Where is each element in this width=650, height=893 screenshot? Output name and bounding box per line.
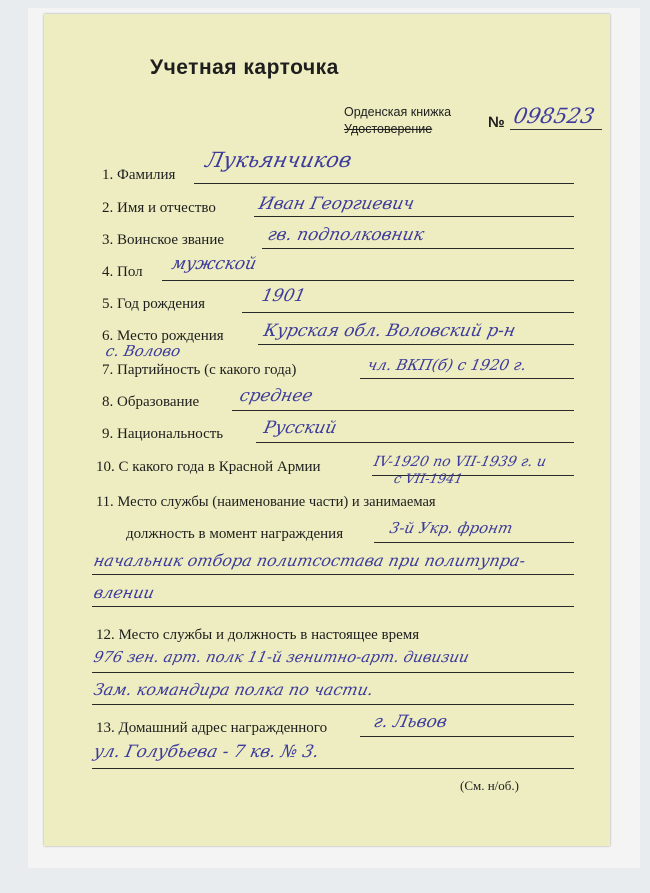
field-line <box>242 312 574 313</box>
field-line <box>92 704 574 705</box>
field-value-home-address-2: ул. Голубьева - 7 кв. № 3. <box>91 742 321 762</box>
field-label-sex: 4. Пол <box>102 264 143 280</box>
field-value-birthplace-village: с. Волово <box>104 342 183 360</box>
field-value-birthplace: Курская обл. Воловский р-н <box>261 321 518 341</box>
field-line <box>92 606 574 607</box>
field-value-service-at-award: 3-й Укр. фронт <box>388 519 515 537</box>
field-line <box>254 216 574 217</box>
field-label-home-address: 13. Домашний адрес награжденного <box>96 720 328 736</box>
field-line <box>232 410 574 411</box>
field-line <box>92 672 574 673</box>
field-label-rank: 3. Воинское звание <box>102 232 225 248</box>
field-line <box>360 378 574 379</box>
field-value-home-address: г. Львов <box>371 712 450 732</box>
footer-note: (См. н/об.) <box>460 778 519 793</box>
field-label-army-since: 10. С какого года в Красной Армии <box>96 459 321 475</box>
field-value-army-since-2: с VII-1941 <box>392 472 465 487</box>
field-value-name: Иван Георгиевич <box>256 194 417 214</box>
field-line <box>92 768 574 769</box>
field-line <box>92 574 574 575</box>
field-value-current-service: 976 зен. арт. полк 11-й зенитно-арт. дивизии <box>92 648 471 666</box>
field-line <box>374 542 574 543</box>
field-line <box>262 248 574 249</box>
field-value-education: среднее <box>237 386 315 406</box>
field-value-nationality: Русский <box>261 418 339 438</box>
field-line <box>360 736 574 737</box>
doc-type-order-book: Орденская книжка <box>344 105 452 119</box>
document-type <box>344 104 451 138</box>
field-label-education: 8. Образование <box>102 394 200 410</box>
field-value-sex: мужской <box>169 254 259 274</box>
field-value-service-at-award-2: начальник отбора политсостава при политупра- <box>91 551 528 570</box>
field-value-current-service-2: Зам. командира полка по части. <box>91 680 376 699</box>
field-label-surname: 1. Фамилия <box>102 167 176 183</box>
field-value-rank: гв. подполковник <box>265 225 426 245</box>
field-line <box>258 344 574 345</box>
field-value-service-at-award-3: влении <box>91 583 157 602</box>
field-value-birth-year: 1901 <box>259 286 308 306</box>
field-label-service-at-award-b: должность в момент награждения <box>126 526 344 542</box>
field-label-nationality: 9. Национальность <box>102 426 224 442</box>
field-label-birth-year: 5. Год рождения <box>102 296 206 312</box>
field-label-party: 7. Партийность (с какого года) <box>102 362 297 378</box>
field-line <box>162 280 574 281</box>
registration-card <box>44 14 610 846</box>
field-label-current-service: 12. Место службы и должность в настоящее время <box>96 627 420 643</box>
field-value-surname: Лукьянчиков <box>203 148 354 172</box>
field-value-army-since: IV-1920 по VII-1939 г. и <box>372 454 548 470</box>
card-title: Учетная карточка <box>150 56 339 79</box>
number-sign: № <box>488 114 505 131</box>
field-label-name: 2. Имя и отчество <box>102 200 216 216</box>
doc-type-certificate-struck: Удостоверение <box>344 122 433 136</box>
number-underline <box>510 129 602 130</box>
field-label-service-at-award: 11. Место службы (наименование части) и занимаемая <box>96 494 436 510</box>
field-line <box>256 442 574 443</box>
document-number: 098523 <box>511 104 597 128</box>
field-label-birthplace: 6. Место рождения <box>102 328 224 344</box>
field-line <box>194 183 574 184</box>
field-value-party: чл. ВКП(б) с 1920 г. <box>366 356 529 374</box>
